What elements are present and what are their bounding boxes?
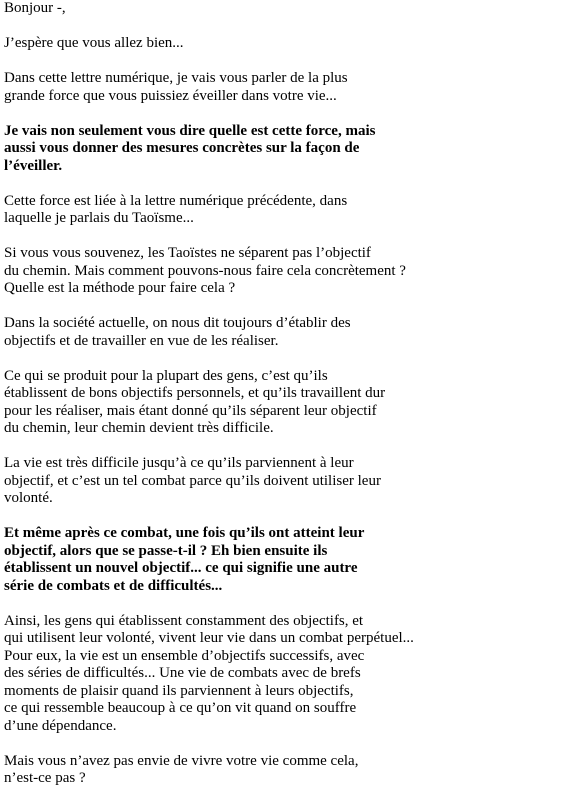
letter-paragraph: Je vais non seulement vous dire quelle est cette force, mais aussi vous donner des mesures concrètes sur la façon de l’éveiller. — [4, 122, 376, 174]
letter-paragraph: Dans cette lettre numérique, je vais vous parler de la plus grande force que vous puissiez éveiller dans votre vie... — [4, 70, 348, 104]
letter-paragraph: Cette force est liée à la lettre numérique précédente, dans laquelle je parlais du Taoïsme... — [4, 192, 348, 226]
letter-paragraph: Mais vous n’avez pas envie de vivre votre vie comme cela, n’est-ce pas ? — [4, 752, 359, 786]
letter-paragraph: La vie est très difficile jusqu’à ce qu’ils parviennent à leur objectif, et c’est un tel combat parce qu’ils doivent utiliser leur volonté. — [4, 455, 381, 506]
letter-paragraph: J’espère que vous allez bien... — [4, 35, 184, 51]
letter-paragraphs — [4, 35, 574, 788]
letter-paragraph: Et même après ce combat, une fois qu’ils ont atteint leur objectif, alors que se passe-t-il ? Eh bien ensuite ils établissent un nouvel objectif... ce qui signifie une autre série de combats et de difficultés... — [4, 525, 365, 594]
letter-body — [4, 0, 574, 805]
letter-paragraph: Ce qui se produit pour la plupart des gens, c’est qu’ils établissent de bons objectifs personnels, et qu’ils travaillent dur pour les réaliser, mais étant donné qu’ils séparent leur objectif du chemin, leur chemin devient très difficile. — [4, 367, 386, 436]
letter-paragraph: Ainsi, les gens qui établissent constamment des objectifs, et qui utilisent leur volonté, vivent leur vie dans un combat perpétuel... Pour eux, la vie est un ensemble d’objectifs successifs, avec des séries de difficultés... Une vie de combats avec de brefs moments de plaisir quand ils parviennent à leurs objectifs, ce qui ressemble beaucoup à ce qu’on vit quand on souffre d’une dépendance. — [4, 612, 414, 734]
greeting: Bonjour -, — [4, 0, 66, 16]
letter-paragraph: Si vous vous souvenez, les Taoïstes ne séparent pas l’objectif du chemin. Mais comment pouvons-nous faire cela concrètement ? Quelle est la méthode pour faire cela ? — [4, 245, 406, 296]
letter-paragraph: Dans la société actuelle, on nous dit toujours d’établir des objectifs et de travailler en vue de les réaliser. — [4, 315, 351, 349]
